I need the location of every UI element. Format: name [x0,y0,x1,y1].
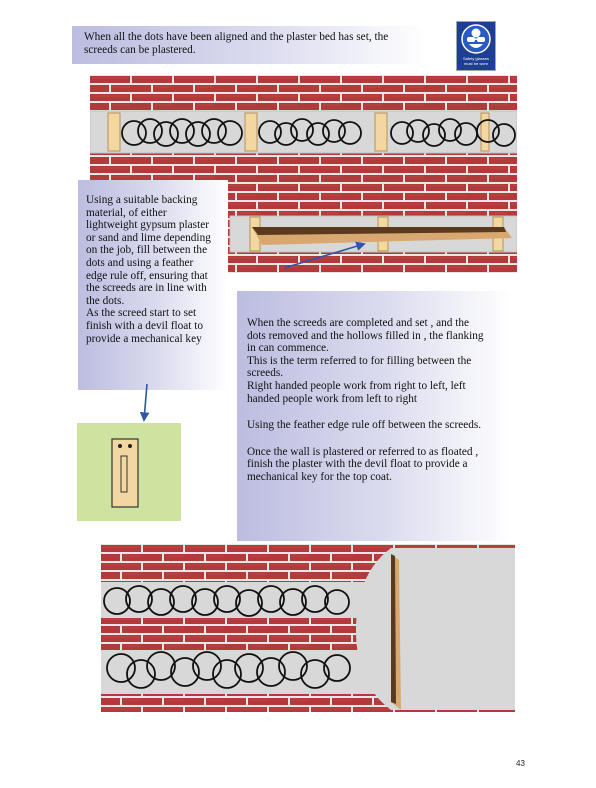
top-note-line-2: screeds can be plastered. [84,43,196,56]
right-note-box [237,291,512,541]
devil-float-panel [77,423,181,521]
left-note-line: or sand and lime depending [86,231,211,244]
safety-glasses-icon [457,22,495,56]
safety-sign [456,21,496,71]
right-note-p1-line: This is the term referred to for filling between the [247,354,472,367]
left-note-line: As the screed start to set [86,307,197,320]
right-note-p3-line: mechanical key for the top coat. [247,470,392,483]
right-note-p1-line: handed people work from left to right [247,392,418,405]
left-note-line: the screeds are in line with [86,282,207,295]
left-note-line: Using a suitable backing [86,194,198,206]
page-number: 43 [516,759,525,768]
devil-float-icon [77,423,181,521]
left-note-line: finish with a devil float to [86,319,204,332]
safety-sign-line-2: must be worn [463,61,488,66]
right-note-p1-line: in can commence. [247,342,329,355]
left-note-line: dots and using a feather [86,256,194,269]
right-note-p1-line: Right handed people work from right to left, left [247,379,466,392]
brick-wall-lower [101,544,515,712]
safety-sign-line-1: Safety glasses [462,56,489,61]
right-note-p2: Using the feather edge rule off between the screeds. [247,419,482,432]
left-note-line: on the job, fill between the [86,244,208,257]
floated-plaster-area [356,548,515,710]
right-note-p3-line: finish the plaster with the devil float to provide a [247,458,468,471]
left-note-box [78,180,228,390]
right-note-p1-line: When the screeds are completed and set , and the [247,317,470,329]
left-note-line: lightweight gypsum plaster [86,219,209,232]
top-note-line-1: When all the dots have been aligned and the plaster bed has set, the [84,31,389,43]
left-note-line: provide a mechanical key [86,332,202,345]
right-note-p1-line: screeds. [247,367,284,380]
right-note-p3-line: Once the wall is plastered or referred to as floated , [247,445,479,458]
top-note-box [72,26,428,64]
left-note-line: edge rule off, ensuring that [86,269,208,282]
left-note-line: the dots. [86,294,125,307]
left-note-line: material, of either [86,206,167,219]
right-note-p1-line: dots removed and the hollows filled in , the flanking [247,329,484,342]
